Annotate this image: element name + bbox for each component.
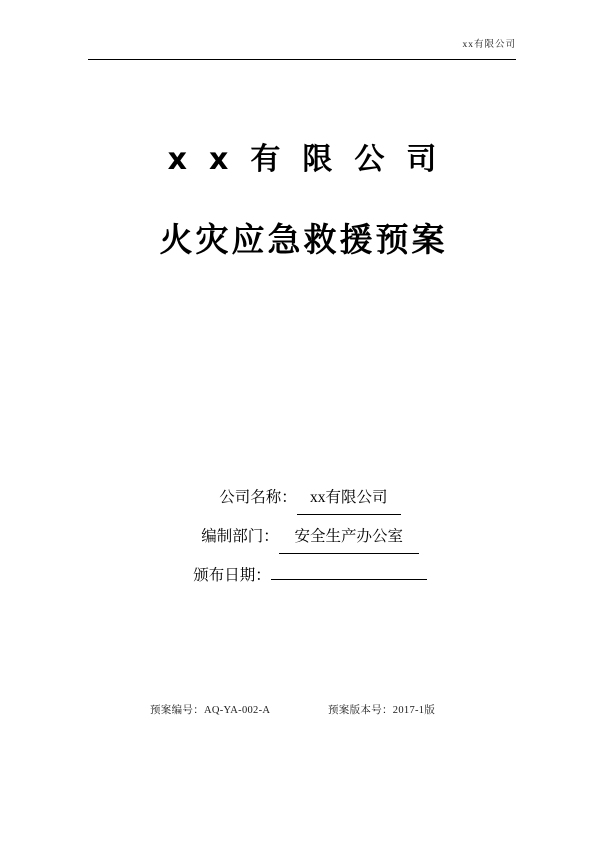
footer-plan-number: 预案编号：AQ-YA-002-A (150, 705, 271, 716)
footer-plan-version: 预案版本号：2017-1版 (328, 705, 436, 716)
header-divider (88, 59, 516, 60)
cover-meta-block (150, 482, 470, 597)
meta-row-issue-date (150, 560, 470, 591)
department-label: 编制部门： (201, 528, 279, 545)
issue-date-label: 颁布日期： (193, 567, 271, 584)
meta-row-company (150, 482, 470, 515)
company-name-value: xx有限公司 (297, 482, 401, 515)
page-header-company-mark: xx有限公司 (462, 40, 516, 50)
company-name-label: 公司名称： (219, 489, 297, 506)
issue-date-value (271, 578, 427, 580)
title-company-name: xx有限公司 (167, 142, 459, 177)
title-document-name: 火灾应急救援预案 (159, 220, 448, 259)
meta-row-department (150, 521, 470, 554)
department-value: 安全生产办公室 (279, 521, 419, 554)
